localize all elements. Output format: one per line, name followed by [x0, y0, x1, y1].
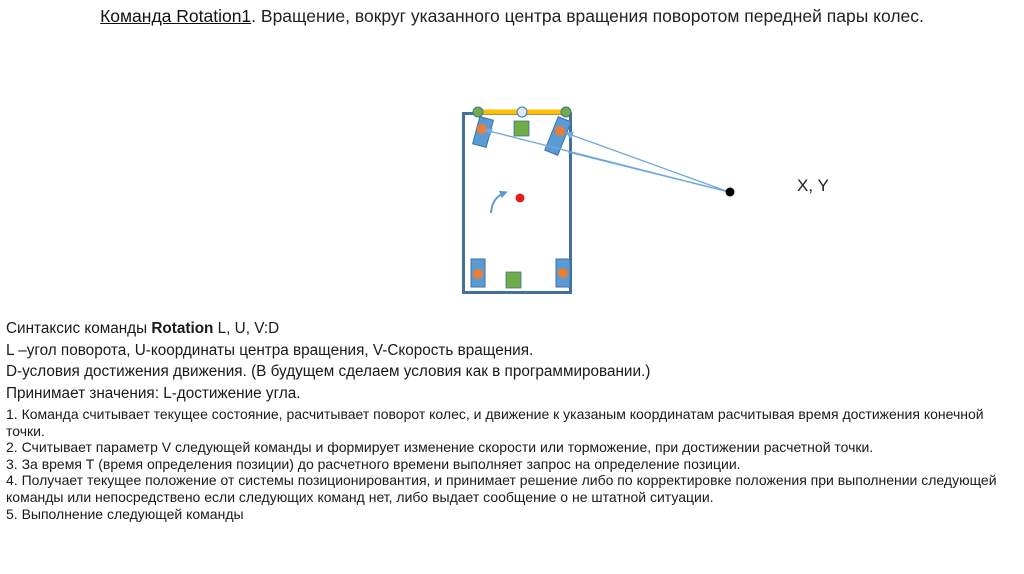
axle-left-joint — [473, 107, 483, 117]
syntax-line-1 — [6, 318, 650, 340]
title-command: Команда Rotation1 — [100, 6, 252, 26]
step-1: 1. Команда считывает текущее состояние, расчитывает поворот колес, и движение к указаным координатам расчитывая время достижения конечной точки. — [6, 406, 984, 439]
ray-to-right-wheel — [566, 133, 729, 192]
rotation-center-point — [726, 188, 735, 197]
axle-center-joint — [517, 107, 527, 117]
title-description: . Вращение, вокруг указанного центра вращения поворотом передней пары колес. — [251, 6, 924, 26]
step-4: 4. Получает текущее положение от системы позиционировантия, и принимает решение либо по корректировке положения при выполнении следующей команды или непосредствено если следующих команд нет, либо выдает сообщение о не штатной ситуации. — [6, 472, 997, 505]
syntax-args: L, U, V:D — [213, 320, 280, 337]
syntax-line-2: L –угол поворота, U-координаты центра вращения, V-Скорость вращения. — [6, 341, 534, 359]
rear-left-hub — [473, 269, 483, 279]
syntax-line-4: Принимает значения: L-достижение угла. — [6, 384, 301, 402]
rotation-arrow-icon — [491, 193, 504, 213]
front-right-hub — [555, 126, 565, 136]
front-left-hub — [477, 124, 487, 134]
step-3: 3. За время Т (время определения позиции) до расчетного времени выполняет запрос на определение позиции. — [6, 455, 741, 472]
syntax-prefix: Синтаксис команды — [6, 320, 152, 337]
rear-right-hub — [558, 268, 568, 278]
step-5: 5. Выполнение следующей команды — [6, 505, 244, 522]
syntax-command: Rotation — [151, 320, 214, 337]
syntax-block — [6, 318, 650, 404]
steps-list — [6, 406, 1016, 522]
syntax-line-3: D-условия достижения движения. (В будущем сделаем условия как в программировании.) — [6, 363, 651, 380]
step-2: 2. Считывает параметр V следующей команды и формирует изменение скорости или торможение, при достижении расчетной точки. — [6, 439, 874, 456]
coord-label: X, Y — [797, 176, 829, 195]
ray-tangent — [568, 152, 729, 192]
vehicle-center-dot — [516, 194, 525, 203]
front-center-block — [514, 121, 529, 136]
axle-right-joint — [561, 107, 571, 117]
rear-center-block — [506, 272, 521, 288]
front-right-wheel — [545, 117, 571, 156]
